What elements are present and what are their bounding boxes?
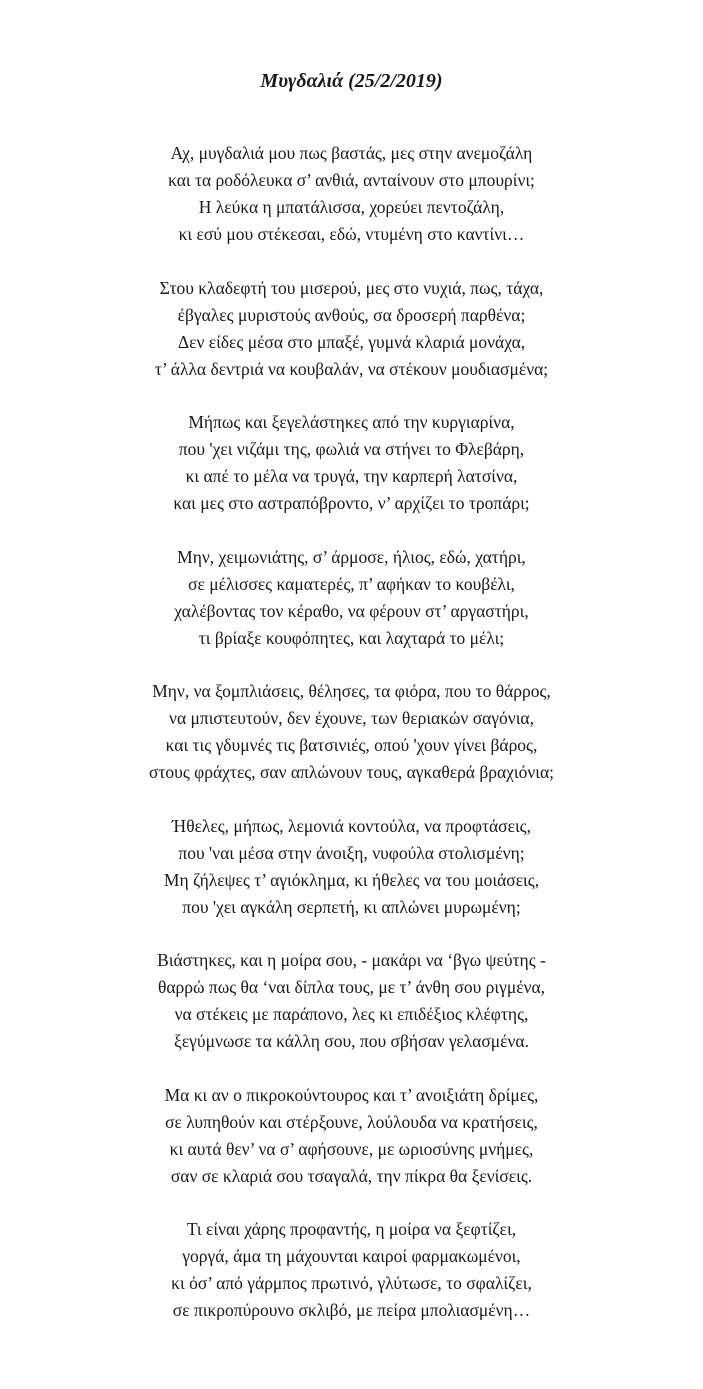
poem-line: κι απέ το μέλα να τρυγά, την καρπερή λατσίνα, <box>185 466 518 486</box>
poem-line: Μην, χειμωνιάτης, σ’ άρμοσε, ήλιος, εδώ, χατήρι, <box>177 546 526 567</box>
poem-line: Η λεύκα η μπατάλισσα, χορεύει πεντοζάλη, <box>198 197 505 217</box>
poem-line: κι αυτά θεν’ να σ’ αφήσουνε, με ωριοσύνης μνήμες, <box>169 1138 534 1159</box>
stanza-4 <box>0 544 703 652</box>
stanza-8 <box>0 1082 703 1190</box>
poem-line: Στου κλαδεφτή του μισερού, μες στο νυχιά, πως, τάχα, <box>159 277 544 298</box>
poem-line: έβγαλες μυριστούς ανθούς, σα δροσερή παρθένα; <box>177 304 526 325</box>
poem-line: σε πικροπύρουνο σκλιβό, με πείρα μπολιασμένη… <box>172 1300 531 1320</box>
poem-line: στους φράχτες, σαν απλώνουν τους, αγκαθερά βραχιόνια; <box>148 762 555 782</box>
poem-line: Δεν είδες μέσα στο μπαξέ, γυμνά κλαριά μονάχα, <box>177 331 526 352</box>
poem-line: Μήπως και ξεγελάστηκες από την κυργιαρίνα, <box>188 412 515 432</box>
poem-line: Μη ζήλεψες τ’ αγιόκλημα, κι ήθελες να του μοιάσεις, <box>163 869 540 890</box>
poem-line: θαρρώ πως θα ‘ναι δίπλα τους, με τ’ άνθη σου ριγμένα, <box>157 977 546 997</box>
poem-line: να μπιστευτούν, δεν έχουνε, των θεριακών σαγόνια, <box>169 708 534 728</box>
poem-line: και τα ροδόλευκα σ’ ανθιά, ανταίνουν στο μπουρίνι; <box>168 170 535 190</box>
poem-line: ξεγύμνωσε τα κάλλη σου, που σβήσαν γελασμένα. <box>174 1031 529 1051</box>
poem-line: που 'ναι μέσα στην άνοιξη, νυφούλα στολισμένη; <box>178 842 525 863</box>
poem-line: κι όσ’ από γάρμπος πρωτινό, γλύτωσε, το σφαλίζει, <box>171 1273 532 1293</box>
poem-line: Μην, να ξομπλιάσεις, θέλησες, τα φιόρα, που το θάρρος, <box>152 681 551 701</box>
poem-line: γοργά, άμα τη μάχουνται καιροί φαρμακωμένοι, <box>182 1246 521 1266</box>
poem-line: Βιάστηκες, και η μοίρα σου, - μακάρι να ‘βγω ψεύτης - <box>157 950 546 970</box>
poem-title: Μυγδαλιά (25/2/2019) <box>260 70 443 92</box>
poem-line: χαλέβοντας τον κέραθο, να φέρουν στ’ αργαστήρι, <box>174 600 529 621</box>
poem-line: σε μέλισσες καματερές, π’ αφήκαν το κουβέλι, <box>188 573 515 594</box>
stanza-3 <box>0 409 703 517</box>
poem-line: τι βρίαξε κουφόπητες, και λαχταρά το μέλι; <box>198 627 505 648</box>
poem-line: κι εσύ μου στέκεσαι, εδώ, ντυμένη στο καντίνι… <box>178 224 525 244</box>
stanza-6 <box>0 813 703 921</box>
poem-line: Μα κι αν ο πικροκούντουρος και τ’ ανοιξιάτη δρίμες, <box>164 1084 539 1105</box>
poem-line: να στέκεις με παράπονο, λες κι επιδέξιος κλέφτης, <box>174 1004 529 1024</box>
stanza-1 <box>0 140 703 248</box>
poem-line: σαν σε κλαριά σου τσαγαλά, την πίκρα θα ξενίσεις. <box>170 1165 533 1186</box>
poem-line: και μες στο αστραπόβροντο, ν’ αρχίζει το τροπάρι; <box>173 493 530 513</box>
stanza-2 <box>0 275 703 383</box>
poem-line: Αχ, μυγδαλιά μου πως βαστάς, μες στην ανεμοζάλη <box>170 143 533 163</box>
poem-line: σε λυπηθούν και στέρξουνε, λούλουδα να κρατήσεις, <box>165 1111 538 1132</box>
stanza-9 <box>0 1216 703 1324</box>
stanza-7 <box>0 947 703 1055</box>
poem-line: Ήθελες, μήπως, λεμονιά κοντούλα, να προφτάσεις, <box>172 815 531 836</box>
poem-line: και τις γδυμνές τις βατσινιές, οπού 'χουν γίνει βάρος, <box>165 735 538 755</box>
stanza-5 <box>0 678 703 786</box>
poem-body <box>0 140 703 1351</box>
poem-line: τ’ άλλα δεντριά να κουβαλάν, να στέκουν μουδιασμένα; <box>154 358 549 379</box>
poem-line: που 'χει νιζάμι της, φωλιά να στήνει το Φλεβάρη, <box>178 439 525 459</box>
poem-line: Τι είναι χάρης προφαντής, η μοίρα να ξεφτίζει, <box>186 1219 517 1239</box>
poem-line: που 'χει αγκάλη σερπετή, κι απλώνει μυρωμένη; <box>182 896 521 917</box>
